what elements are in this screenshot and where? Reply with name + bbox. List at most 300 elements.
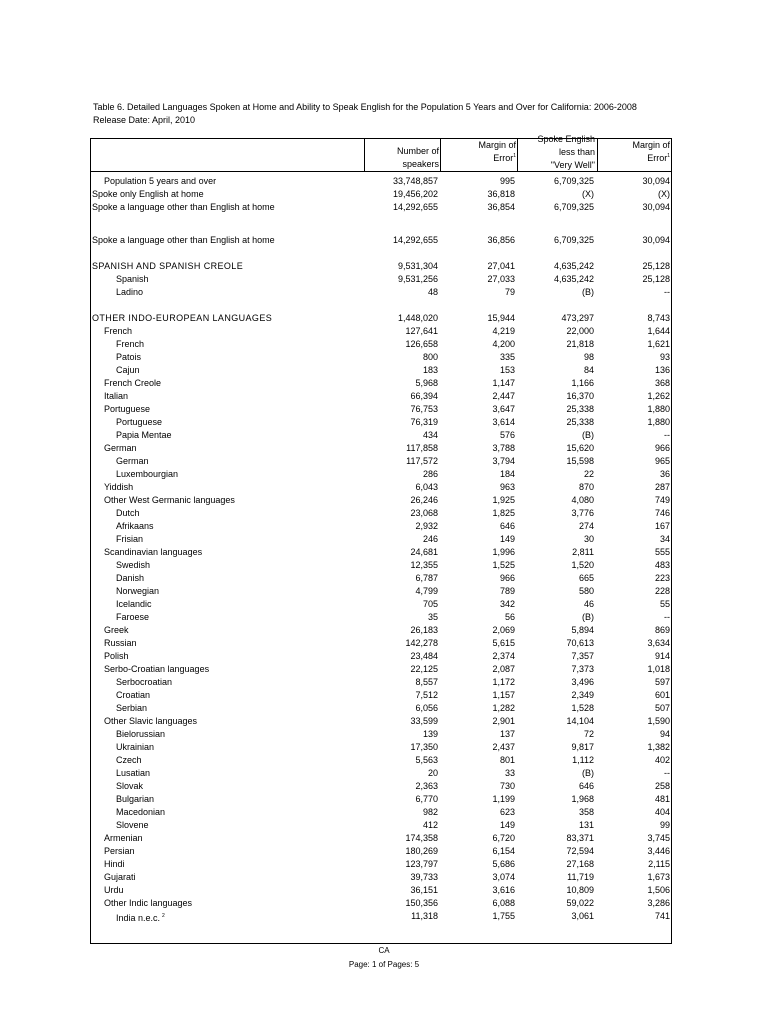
cell-margin-of-error: 1,996	[492, 547, 515, 557]
cell-spoke-english-less-than-very-well: 2,811	[572, 547, 594, 557]
cell-margin-of-error: 79	[504, 287, 515, 297]
cell-margin-of-error: 623	[499, 807, 515, 817]
table-row	[91, 546, 671, 559]
table-row	[91, 325, 671, 338]
table-row	[91, 572, 671, 585]
cell-number-of-speakers: 8,557	[415, 677, 438, 687]
cell-margin-of-error: 5,615	[492, 638, 515, 648]
cell-spoke-english-less-than-very-well: 11,719	[567, 872, 594, 882]
cell-margin-of-error-2: 746	[654, 508, 670, 518]
cell-number-of-speakers: 9,531,256	[397, 274, 438, 284]
cell-margin-of-error: 36,856	[487, 235, 515, 245]
row-label: Bulgarian	[116, 794, 155, 804]
row-label: Population 5 years and over	[104, 176, 217, 186]
cell-number-of-speakers: 5,968	[415, 378, 438, 388]
cell-margin-of-error-2: 2,115	[648, 859, 670, 869]
cell-number-of-speakers: 286	[422, 469, 438, 479]
cell-margin-of-error-2: 93	[659, 352, 670, 362]
cell-spoke-english-less-than-very-well: 46	[583, 599, 594, 609]
table-row	[91, 201, 671, 214]
cell-spoke-english-less-than-very-well: (X)	[582, 189, 594, 199]
table-row	[91, 585, 671, 598]
cell-margin-of-error-2: 1,382	[647, 742, 670, 752]
row-label: OTHER INDO-EUROPEAN LANGUAGES	[92, 313, 273, 323]
cell-spoke-english-less-than-very-well: 22	[583, 469, 594, 479]
row-label: Greek	[104, 625, 129, 635]
cell-margin-of-error: 3,614	[492, 417, 515, 427]
cell-margin-of-error: 963	[499, 482, 515, 492]
table-row	[91, 819, 671, 832]
row-label: Russian	[104, 638, 137, 648]
cell-margin-of-error-2: 167	[654, 521, 670, 531]
row-label: Slovene	[116, 820, 149, 830]
cell-number-of-speakers: 23,068	[410, 508, 438, 518]
cell-margin-of-error-2: 1,880	[647, 404, 670, 414]
cell-margin-of-error: 1,157	[492, 690, 515, 700]
table-row	[91, 910, 671, 923]
table-row	[91, 364, 671, 377]
row-label: Portuguese	[116, 417, 163, 427]
table-row	[91, 728, 671, 741]
row-label: Czech	[116, 755, 142, 765]
cell-margin-of-error: 995	[499, 176, 515, 186]
cell-number-of-speakers: 22,125	[410, 664, 438, 674]
cell-number-of-speakers: 76,753	[410, 404, 438, 414]
table-header	[91, 134, 671, 172]
cell-margin-of-error-2: 749	[654, 495, 670, 505]
cell-margin-of-error: 2,087	[492, 664, 515, 674]
table-row	[91, 624, 671, 637]
row-label: Persian	[104, 846, 135, 856]
cell-number-of-speakers: 9,531,304	[397, 261, 438, 271]
cell-margin-of-error-2: 30,094	[642, 202, 670, 212]
table-row	[91, 175, 671, 188]
row-label: Slovak	[116, 781, 144, 791]
table-row	[91, 234, 671, 247]
cell-spoke-english-less-than-very-well: 9,817	[571, 742, 594, 752]
cell-spoke-english-less-than-very-well: 6,709,325	[553, 202, 594, 212]
cell-spoke-english-less-than-very-well: 1,968	[571, 794, 594, 804]
cell-margin-of-error-2: 8,743	[647, 313, 670, 323]
cell-margin-of-error-2: 402	[654, 755, 670, 765]
cell-spoke-english-less-than-very-well: (B)	[582, 287, 594, 297]
table-row	[91, 429, 671, 442]
cell-spoke-english-less-than-very-well: 580	[578, 586, 594, 596]
cell-margin-of-error-2: 1,018	[647, 664, 670, 674]
cell-spoke-english-less-than-very-well: 473,297	[561, 313, 594, 323]
cell-margin-of-error: 342	[499, 599, 515, 609]
row-label: Spoke a language other than English at home	[92, 235, 275, 245]
cell-margin-of-error-2: 741	[654, 911, 670, 921]
footer-state: CA	[378, 946, 390, 955]
cell-margin-of-error: 2,901	[492, 716, 515, 726]
cell-number-of-speakers: 150,356	[405, 898, 438, 908]
release-date: Release Date: April, 2010	[93, 115, 196, 125]
cell-margin-of-error-2: --	[664, 612, 670, 622]
row-label: Serbian	[116, 703, 148, 713]
cell-margin-of-error-2: 483	[654, 560, 670, 570]
cell-margin-of-error: 1,282	[492, 703, 515, 713]
cell-margin-of-error: 149	[499, 820, 515, 830]
row-label: SPANISH AND SPANISH CREOLE	[92, 261, 244, 271]
cell-margin-of-error: 33	[504, 768, 515, 778]
cell-margin-of-error: 335	[499, 352, 515, 362]
row-label: Macedonian	[116, 807, 166, 817]
cell-margin-of-error: 646	[499, 521, 515, 531]
row-label: Swedish	[116, 560, 151, 570]
table-row	[91, 273, 671, 286]
cell-number-of-speakers: 24,681	[410, 547, 438, 557]
header-divider	[517, 139, 518, 172]
cell-number-of-speakers: 76,319	[410, 417, 438, 427]
cell-spoke-english-less-than-very-well: 25,338	[566, 417, 594, 427]
cell-margin-of-error: 149	[499, 534, 515, 544]
table-row	[91, 442, 671, 455]
cell-margin-of-error-2: (X)	[658, 189, 670, 199]
row-label: Bielorussian	[116, 729, 166, 739]
cell-margin-of-error: 153	[499, 365, 515, 375]
cell-margin-of-error: 3,794	[492, 456, 515, 466]
table-row	[91, 663, 671, 676]
cell-margin-of-error: 1,825	[492, 508, 515, 518]
cell-margin-of-error-2: 228	[654, 586, 670, 596]
table-row	[91, 858, 671, 871]
cell-margin-of-error: 3,074	[492, 872, 515, 882]
header-margin-of-error: Margin of Error$^1$	[478, 140, 516, 163]
row-label: Frisian	[116, 534, 144, 544]
cell-margin-of-error-2: 287	[654, 482, 670, 492]
cell-margin-of-error: 15,944	[487, 313, 515, 323]
row-label: Scandinavian languages	[104, 547, 203, 557]
table-row	[91, 468, 671, 481]
cell-margin-of-error: 3,788	[492, 443, 515, 453]
cell-margin-of-error: 3,616	[492, 885, 515, 895]
cell-number-of-speakers: 174,358	[405, 833, 438, 843]
cell-margin-of-error-2: 1,590	[647, 716, 670, 726]
cell-margin-of-error: 36,854	[487, 202, 515, 212]
table-row	[91, 884, 671, 897]
cell-margin-of-error: 1,147	[492, 378, 515, 388]
table-title-line1: Table 6. Detailed Languages Spoken at Home and Ability to Speak English for the Population 5 Years and Over for California: 2006-2008	[93, 102, 637, 112]
table-row	[91, 507, 671, 520]
cell-number-of-speakers: 183	[422, 365, 438, 375]
data-table	[90, 134, 672, 944]
header-divider	[364, 139, 365, 172]
table-row	[91, 650, 671, 663]
cell-margin-of-error-2: 136	[654, 365, 670, 375]
cell-spoke-english-less-than-very-well: 646	[578, 781, 594, 791]
cell-number-of-speakers: 39,733	[410, 872, 438, 882]
cell-number-of-speakers: 6,043	[415, 482, 438, 492]
header-divider	[440, 139, 441, 172]
cell-spoke-english-less-than-very-well: 4,635,242	[553, 261, 594, 271]
cell-margin-of-error-2: 3,745	[647, 833, 670, 843]
row-label: Ukrainian	[116, 742, 155, 752]
cell-spoke-english-less-than-very-well: 27,168	[566, 859, 594, 869]
table-row	[91, 806, 671, 819]
table-row	[91, 312, 671, 325]
cell-spoke-english-less-than-very-well: 1,166	[571, 378, 594, 388]
row-label: Papia Mentae	[116, 430, 172, 440]
row-label: French	[116, 339, 145, 349]
cell-number-of-speakers: 14,292,655	[392, 202, 438, 212]
row-label: Urdu	[104, 885, 124, 895]
cell-margin-of-error: 56	[504, 612, 515, 622]
table-row	[91, 494, 671, 507]
cell-number-of-speakers: 5,563	[415, 755, 438, 765]
table-row	[91, 481, 671, 494]
cell-spoke-english-less-than-very-well: 16,370	[566, 391, 594, 401]
row-label: Faroese	[116, 612, 150, 622]
cell-spoke-english-less-than-very-well: 7,357	[571, 651, 594, 661]
header-divider	[597, 139, 598, 172]
cell-margin-of-error: 801	[499, 755, 515, 765]
cell-number-of-speakers: 117,858	[406, 443, 438, 453]
table-row	[91, 559, 671, 572]
cell-margin-of-error-2: 965	[654, 456, 670, 466]
cell-number-of-speakers: 123,797	[405, 859, 438, 869]
cell-number-of-speakers: 142,278	[405, 638, 438, 648]
cell-number-of-speakers: 6,770	[415, 794, 438, 804]
row-label: Cajun	[116, 365, 140, 375]
cell-spoke-english-less-than-very-well: 10,809	[566, 885, 594, 895]
cell-number-of-speakers: 66,394	[410, 391, 438, 401]
table-row	[91, 871, 671, 884]
cell-margin-of-error: 1,199	[492, 794, 515, 804]
cell-margin-of-error: 4,219	[492, 326, 515, 336]
cell-margin-of-error: 6,720	[492, 833, 515, 843]
cell-margin-of-error-2: 25,128	[642, 261, 670, 271]
row-label: Polish	[104, 651, 129, 661]
cell-margin-of-error-2: 258	[654, 781, 670, 791]
row-label: Other Indic languages	[104, 898, 193, 908]
row-label: Gujarati	[104, 872, 136, 882]
cell-spoke-english-less-than-very-well: 665	[578, 573, 594, 583]
cell-margin-of-error-2: --	[664, 430, 670, 440]
cell-spoke-english-less-than-very-well: 274	[578, 521, 594, 531]
table-row	[91, 260, 671, 273]
cell-number-of-speakers: 26,246	[410, 495, 438, 505]
table-row	[91, 637, 671, 650]
row-label: German	[116, 456, 149, 466]
table-row	[91, 689, 671, 702]
cell-number-of-speakers: 26,183	[410, 625, 438, 635]
table-row	[91, 767, 671, 780]
header-margin-of-error-2: Margin of Error$^1$	[632, 140, 670, 163]
table-row	[91, 455, 671, 468]
cell-margin-of-error: 966	[499, 573, 515, 583]
cell-margin-of-error-2: 869	[654, 625, 670, 635]
cell-spoke-english-less-than-very-well: 2,349	[571, 690, 594, 700]
cell-number-of-speakers: 23,484	[410, 651, 438, 661]
row-label: Portuguese	[104, 404, 151, 414]
cell-spoke-english-less-than-very-well: 21,818	[566, 339, 594, 349]
cell-number-of-speakers: 126,658	[405, 339, 438, 349]
cell-spoke-english-less-than-very-well: 870	[578, 482, 594, 492]
cell-spoke-english-less-than-very-well: 4,080	[571, 495, 594, 505]
table-row	[91, 780, 671, 793]
cell-margin-of-error: 2,447	[492, 391, 515, 401]
cell-margin-of-error-2: 966	[654, 443, 670, 453]
cell-number-of-speakers: 246	[422, 534, 438, 544]
table-row	[91, 416, 671, 429]
cell-margin-of-error-2: 223	[654, 573, 670, 583]
cell-spoke-english-less-than-very-well: 25,338	[566, 404, 594, 414]
header-number-of-speakers: Number of speakers	[396, 146, 439, 169]
table-row	[91, 897, 671, 910]
table-row	[91, 403, 671, 416]
cell-spoke-english-less-than-very-well: 358	[578, 807, 594, 817]
table-row	[91, 845, 671, 858]
cell-spoke-english-less-than-very-well: 6,709,325	[553, 176, 594, 186]
cell-margin-of-error: 2,437	[492, 742, 515, 752]
table-row	[91, 377, 671, 390]
row-label: Norwegian	[116, 586, 160, 596]
cell-number-of-speakers: 20	[427, 768, 438, 778]
cell-margin-of-error: 184	[499, 469, 515, 479]
cell-margin-of-error-2: 507	[654, 703, 670, 713]
cell-number-of-speakers: 35	[427, 612, 438, 622]
cell-number-of-speakers: 434	[422, 430, 438, 440]
cell-margin-of-error-2: 914	[654, 651, 670, 661]
table-row	[91, 286, 671, 299]
cell-margin-of-error-2: 1,880	[647, 417, 670, 427]
cell-spoke-english-less-than-very-well: 72,594	[566, 846, 594, 856]
cell-spoke-english-less-than-very-well: 6,709,325	[553, 235, 594, 245]
row-label: Spanish	[116, 274, 149, 284]
cell-number-of-speakers: 412	[422, 820, 438, 830]
table-row	[91, 390, 671, 403]
cell-margin-of-error-2: 368	[654, 378, 670, 388]
table-row	[91, 598, 671, 611]
cell-number-of-speakers: 139	[422, 729, 438, 739]
cell-margin-of-error: 1,755	[492, 911, 515, 921]
row-label: Danish	[116, 573, 145, 583]
cell-margin-of-error-2: --	[664, 287, 670, 297]
cell-number-of-speakers: 33,599	[410, 716, 438, 726]
cell-margin-of-error-2: 1,673	[647, 872, 670, 882]
cell-margin-of-error-2: 36	[659, 469, 670, 479]
cell-spoke-english-less-than-very-well: 83,371	[566, 833, 594, 843]
row-label: Spoke a language other than English at home	[92, 202, 275, 212]
cell-spoke-english-less-than-very-well: (B)	[582, 612, 594, 622]
row-label: Hindi	[104, 859, 125, 869]
cell-spoke-english-less-than-very-well: 30	[583, 534, 594, 544]
row-label: Dutch	[116, 508, 140, 518]
cell-spoke-english-less-than-very-well: 70,613	[566, 638, 594, 648]
table-row	[91, 702, 671, 715]
cell-spoke-english-less-than-very-well: 5,894	[571, 625, 594, 635]
cell-spoke-english-less-than-very-well: 84	[583, 365, 594, 375]
cell-number-of-speakers: 17,350	[410, 742, 438, 752]
cell-spoke-english-less-than-very-well: 15,620	[566, 443, 594, 453]
cell-spoke-english-less-than-very-well: 14,104	[566, 716, 594, 726]
cell-margin-of-error: 27,033	[487, 274, 515, 284]
table-row	[91, 715, 671, 728]
cell-margin-of-error-2: 55	[659, 599, 670, 609]
cell-number-of-speakers: 14,292,655	[392, 235, 438, 245]
row-label: Armenian	[104, 833, 143, 843]
cell-spoke-english-less-than-very-well: 3,061	[571, 911, 594, 921]
cell-number-of-speakers: 6,787	[415, 573, 438, 583]
row-label: French	[104, 326, 133, 336]
table-row	[91, 533, 671, 546]
table-row	[91, 754, 671, 767]
cell-margin-of-error: 137	[499, 729, 515, 739]
cell-number-of-speakers: 19,456,202	[392, 189, 438, 199]
cell-margin-of-error: 5,686	[492, 859, 515, 869]
row-label: Croatian	[116, 690, 151, 700]
cell-number-of-speakers: 7,512	[415, 690, 438, 700]
table-title	[93, 101, 637, 127]
table-row	[91, 520, 671, 533]
cell-margin-of-error-2: 34	[659, 534, 670, 544]
cell-margin-of-error-2: 30,094	[642, 235, 670, 245]
cell-margin-of-error: 2,069	[492, 625, 515, 635]
cell-margin-of-error-2: --	[664, 768, 670, 778]
table-row	[91, 741, 671, 754]
row-label: India n.e.c. $^2$	[116, 913, 165, 923]
cell-margin-of-error-2: 1,644	[647, 326, 670, 336]
cell-spoke-english-less-than-very-well: 1,520	[571, 560, 594, 570]
cell-margin-of-error: 36,818	[487, 189, 515, 199]
row-label: Afrikaans	[116, 521, 154, 531]
cell-margin-of-error-2: 94	[659, 729, 670, 739]
cell-spoke-english-less-than-very-well: 1,528	[571, 703, 594, 713]
row-label: Icelandic	[116, 599, 152, 609]
row-label: Luxembourgian	[116, 469, 179, 479]
row-label: Spoke only English at home	[92, 189, 204, 199]
cell-margin-of-error: 1,172	[492, 677, 515, 687]
cell-margin-of-error-2: 1,506	[647, 885, 670, 895]
row-label: Other Slavic languages	[104, 716, 198, 726]
cell-margin-of-error-2: 1,262	[647, 391, 670, 401]
cell-margin-of-error: 6,088	[492, 898, 515, 908]
cell-number-of-speakers: 127,641	[405, 326, 438, 336]
cell-spoke-english-less-than-very-well: 72	[583, 729, 594, 739]
row-label: German	[104, 443, 137, 453]
cell-margin-of-error: 27,041	[487, 261, 515, 271]
cell-margin-of-error-2: 555	[654, 547, 670, 557]
row-label: Ladino	[116, 287, 144, 297]
cell-number-of-speakers: 4,799	[415, 586, 438, 596]
row-label: Other West Germanic languages	[104, 495, 235, 505]
cell-number-of-speakers: 982	[422, 807, 438, 817]
cell-margin-of-error-2: 30,094	[642, 176, 670, 186]
cell-margin-of-error-2: 404	[654, 807, 670, 817]
cell-spoke-english-less-than-very-well: 4,635,242	[553, 274, 594, 284]
cell-spoke-english-less-than-very-well: 7,373	[571, 664, 594, 674]
cell-spoke-english-less-than-very-well: 15,598	[566, 456, 594, 466]
table-row	[91, 676, 671, 689]
table-row	[91, 351, 671, 364]
cell-number-of-speakers: 2,363	[415, 781, 438, 791]
cell-number-of-speakers: 11,318	[411, 911, 438, 921]
cell-spoke-english-less-than-very-well: 3,496	[571, 677, 594, 687]
cell-number-of-speakers: 48	[427, 287, 438, 297]
cell-number-of-speakers: 6,056	[415, 703, 438, 713]
cell-margin-of-error-2: 601	[654, 690, 670, 700]
cell-margin-of-error-2: 3,634	[647, 638, 670, 648]
cell-margin-of-error: 4,200	[492, 339, 515, 349]
cell-spoke-english-less-than-very-well: 22,000	[566, 326, 594, 336]
cell-margin-of-error: 730	[499, 781, 515, 791]
cell-number-of-speakers: 117,572	[406, 456, 438, 466]
header-spoke-english-less-than-very-well: Spoke English less than "Very Well"	[537, 134, 595, 170]
cell-spoke-english-less-than-very-well: (B)	[582, 768, 594, 778]
table-row	[91, 611, 671, 624]
cell-margin-of-error: 3,647	[492, 404, 515, 414]
